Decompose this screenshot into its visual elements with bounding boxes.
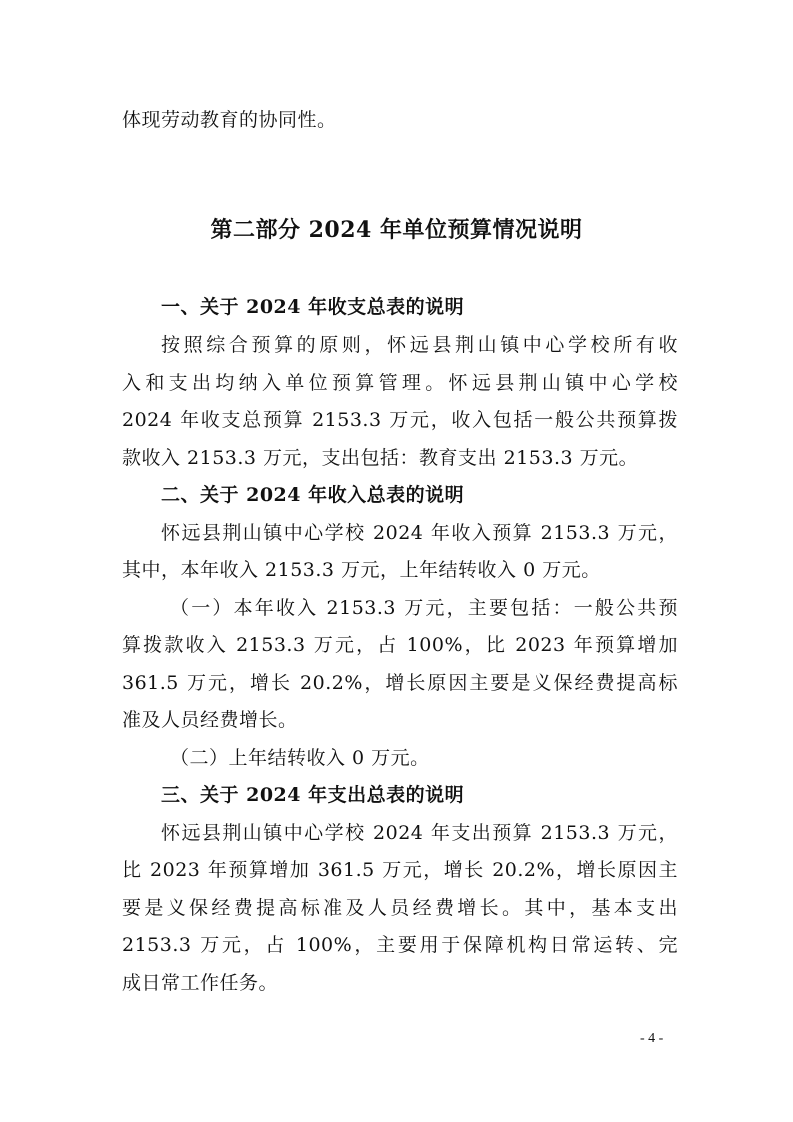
section-2-heading: 二、关于 2024 年收入总表的说明 <box>161 484 465 506</box>
section-3-line: 成日常工作任务。 <box>122 972 279 994</box>
section-2-line: 怀远县荆山镇中心学校 2024 年收入预算 2153.3 万元， <box>161 522 678 544</box>
section-2-sub1-line: 361.5 万元，增长 20.2%，增长原因主要是义保经费提高标 <box>122 672 678 694</box>
section-2-line: 其中，本年收入 2153.3 万元，上年结转收入 0 万元。 <box>122 559 601 581</box>
section-2-sub2-line: （二）上年结转收入 0 万元。 <box>170 747 430 769</box>
section-3-line: 比 2023 年预算增加 361.5 万元，增长 20.2%，增长原因主 <box>122 859 678 881</box>
section-1-line: 2024 年收支总预算 2153.3 万元，收入包括一般公共预算拨 <box>122 409 678 431</box>
intro-tail-text: 体现劳动教育的协同性。 <box>122 109 337 131</box>
section-1-line: 入和支出均纳入单位预算管理。怀远县荆山镇中心学校 <box>122 372 678 394</box>
page-number: - 4 - <box>640 1031 664 1046</box>
part-title: 第二部分 2024 年单位预算情况说明 <box>210 217 583 243</box>
section-3-line: 要是义保经费提高标准及人员经费增长。其中，基本支出 <box>122 897 678 919</box>
section-2-sub1-line: 准及人员经费增长。 <box>122 709 298 731</box>
section-2-sub1-line: 算拨款收入 2153.3 万元，占 100%，比 2023 年预算增加 <box>122 634 678 656</box>
section-1-heading: 一、关于 2024 年收支总表的说明 <box>161 296 465 318</box>
section-3-line: 2153.3 万元，占 100%，主要用于保障机构日常运转、完 <box>122 934 678 956</box>
section-3-line: 怀远县荆山镇中心学校 2024 年支出预算 2153.3 万元， <box>161 822 678 844</box>
section-1-line: 款收入 2153.3 万元，支出包括：教育支出 2153.3 万元。 <box>122 447 639 469</box>
section-1-line: 按照综合预算的原则，怀远县荆山镇中心学校所有收 <box>161 334 678 356</box>
section-3-heading: 三、关于 2024 年支出总表的说明 <box>161 784 465 806</box>
section-2-sub1-line: （一）本年收入 2153.3 万元，主要包括：一般公共预 <box>170 597 678 619</box>
